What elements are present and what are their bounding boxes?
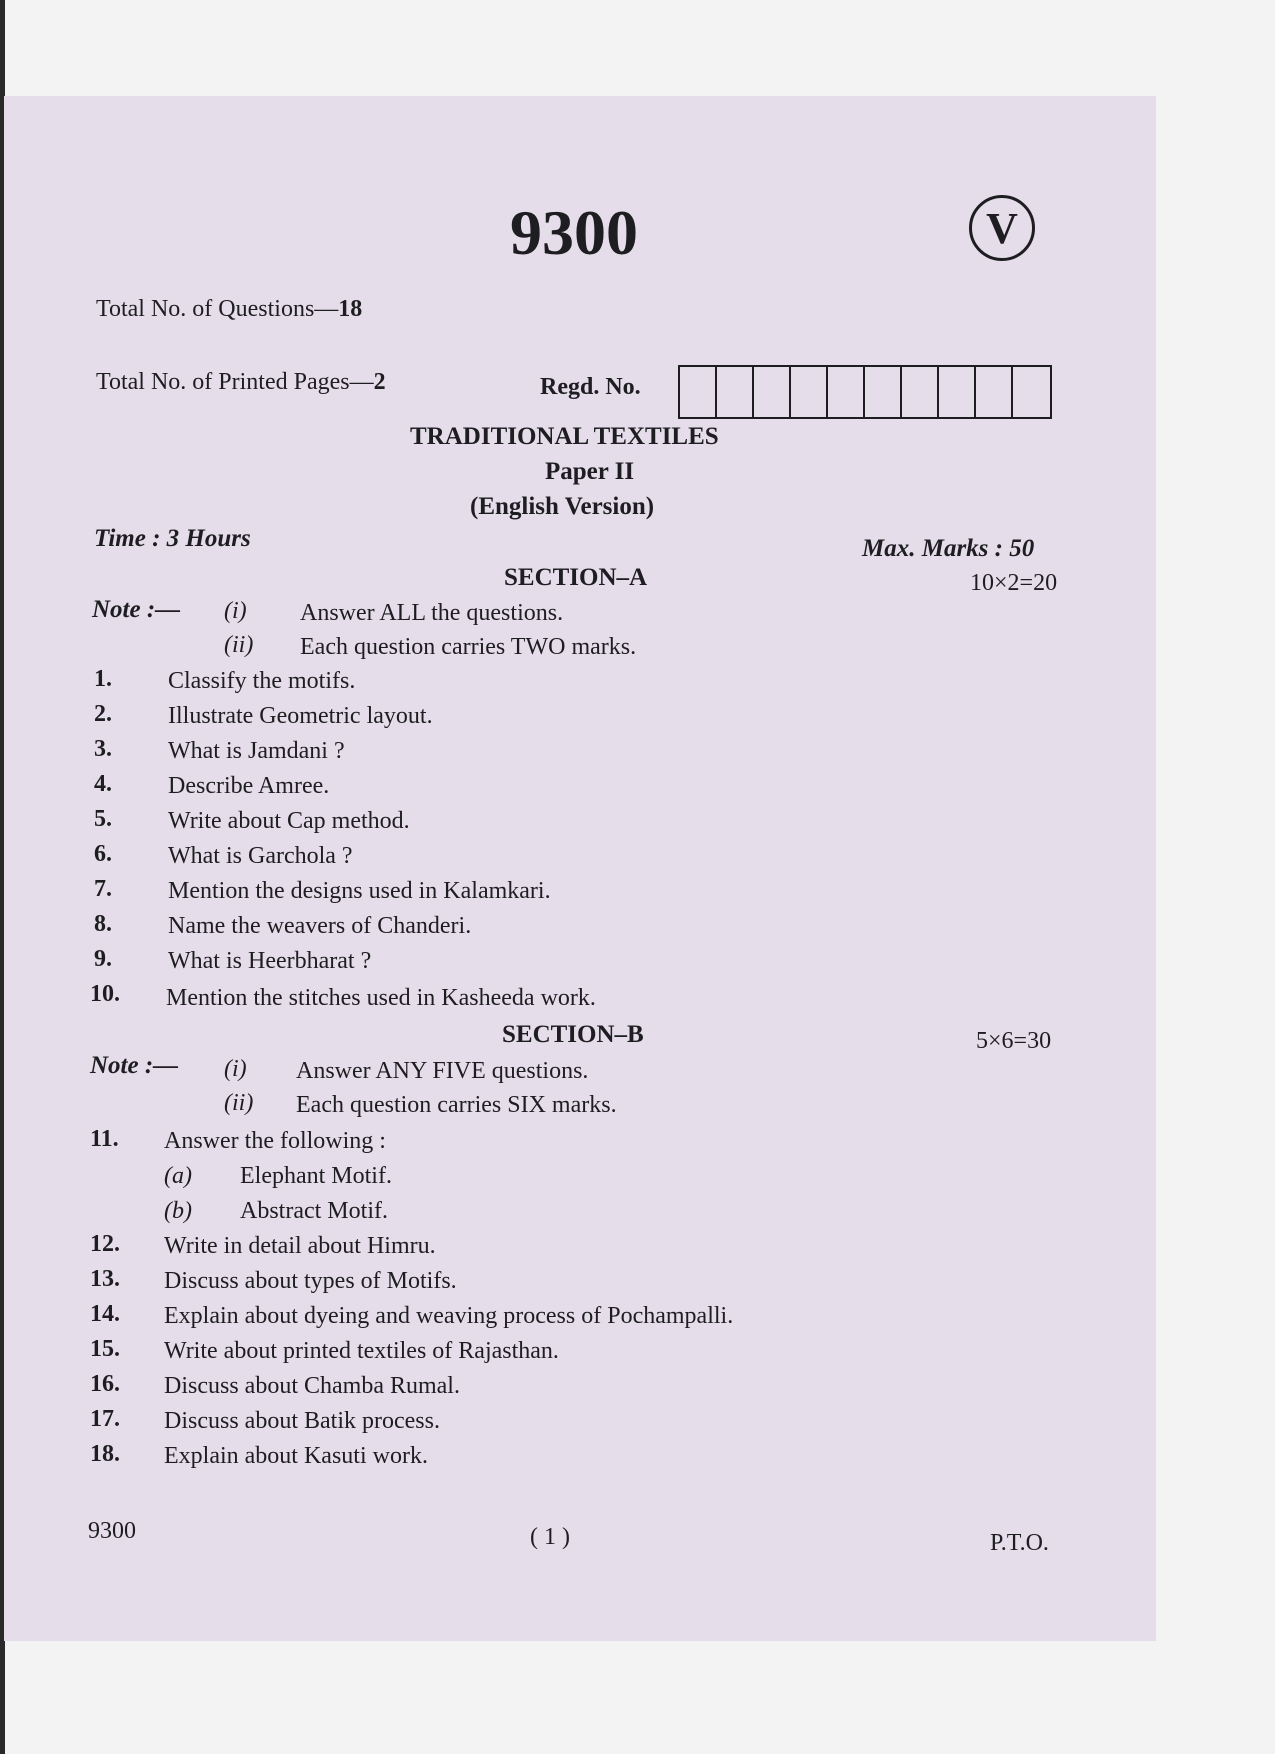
question-number: 9. (94, 946, 112, 972)
section-b-note-text: Each question carries SIX marks. (296, 1092, 617, 1118)
question-text: Describe Amree. (168, 773, 330, 799)
section-a-note-text: Each question carries TWO marks. (300, 634, 637, 660)
total-pages-label: Total No. of Printed Pages— (96, 369, 374, 395)
regd-no-box[interactable] (754, 367, 791, 417)
sub-question-number: (a) (164, 1163, 192, 1189)
question-number: 15. (90, 1336, 120, 1362)
paper-number: Paper II (545, 458, 635, 485)
regd-no-box[interactable] (680, 367, 717, 417)
total-pages (96, 369, 386, 396)
total-questions-value: 18 (338, 296, 363, 322)
section-a-note-num: (i) (224, 598, 247, 624)
total-questions (96, 296, 362, 323)
regd-no-label: Regd. No. (540, 374, 641, 400)
question-text: Explain about Kasuti work. (164, 1443, 428, 1469)
section-a-note-text: Answer ALL the questions. (300, 600, 564, 626)
section-a-marks: 10×2=20 (970, 570, 1058, 596)
regd-no-box[interactable] (791, 367, 828, 417)
question-number: 10. (90, 981, 120, 1007)
question-text: Discuss about Batik process. (164, 1408, 440, 1434)
question-text: Mention the stitches used in Kasheeda work. (166, 985, 596, 1011)
question-text: Write about Cap method. (168, 808, 410, 834)
question-number: 14. (90, 1301, 120, 1327)
question-text: Discuss about Chamba Rumal. (164, 1373, 460, 1399)
sub-question-number: (b) (164, 1198, 192, 1224)
question-text: What is Garchola ? (168, 843, 353, 869)
question-number: 6. (94, 841, 112, 867)
section-b-heading: SECTION–B (502, 1021, 644, 1048)
question-text: Name the weavers of Chanderi. (168, 913, 472, 939)
question-number: 13. (90, 1266, 120, 1292)
pto-label: P.T.O. (990, 1530, 1049, 1556)
section-a-note-label: Note :— (92, 596, 181, 623)
question-text: What is Heerbharat ? (168, 948, 372, 974)
question-number: 16. (90, 1371, 120, 1397)
regd-no-box[interactable] (828, 367, 865, 417)
question-number: 1. (94, 666, 112, 692)
section-a-note-num: (ii) (224, 632, 254, 658)
question-number: 17. (90, 1406, 120, 1432)
paper-code: 9300 (510, 197, 638, 268)
section-b-note-text: Answer ANY FIVE questions. (296, 1058, 589, 1084)
question-number: 5. (94, 806, 112, 832)
time-allowed: Time : 3 Hours (94, 525, 251, 552)
question-number: 4. (94, 771, 112, 797)
section-b-note-num: (i) (224, 1056, 247, 1082)
sub-question-text: Elephant Motif. (240, 1163, 392, 1189)
question-number: 8. (94, 911, 112, 937)
version-badge: V (969, 195, 1035, 261)
question-text: Mention the designs used in Kalamkari. (168, 878, 551, 904)
section-b-note-num: (ii) (224, 1090, 254, 1116)
regd-no-box[interactable] (717, 367, 754, 417)
question-text: Explain about dyeing and weaving process of Pochampalli. (164, 1303, 734, 1329)
question-number: 12. (90, 1231, 120, 1257)
question-text: Write about printed textiles of Rajasthan. (164, 1338, 559, 1364)
max-marks: Max. Marks : 50 (862, 535, 1035, 562)
regd-no-box[interactable] (865, 367, 902, 417)
regd-no-box[interactable] (1013, 367, 1050, 417)
section-b-note-label: Note :— (90, 1052, 179, 1079)
regd-no-box[interactable] (902, 367, 939, 417)
question-text: What is Jamdani ? (168, 738, 345, 764)
regd-no-boxes (678, 365, 1052, 419)
question-number: 7. (94, 876, 112, 902)
total-pages-value: 2 (373, 369, 386, 395)
section-a-heading: SECTION–A (504, 564, 648, 591)
question-text: Classify the motifs. (168, 668, 356, 694)
regd-no-box[interactable] (939, 367, 976, 417)
question-text: Answer the following : (164, 1128, 386, 1154)
section-b-marks: 5×6=30 (976, 1028, 1052, 1054)
question-text: Write in detail about Himru. (164, 1233, 436, 1259)
question-number: 11. (90, 1126, 119, 1152)
question-text: Discuss about types of Motifs. (164, 1268, 457, 1294)
question-number: 18. (90, 1441, 120, 1467)
total-questions-label: Total No. of Questions— (96, 296, 339, 322)
exam-title: TRADITIONAL TEXTILES (410, 423, 719, 450)
footer-paper-code: 9300 (88, 1518, 136, 1544)
question-text: Illustrate Geometric layout. (168, 703, 433, 729)
version-label: (English Version) (470, 493, 655, 520)
sub-question-text: Abstract Motif. (240, 1198, 388, 1224)
question-number: 3. (94, 736, 112, 762)
regd-no-box[interactable] (976, 367, 1013, 417)
question-number: 2. (94, 701, 112, 727)
page-number: ( 1 ) (530, 1524, 570, 1550)
